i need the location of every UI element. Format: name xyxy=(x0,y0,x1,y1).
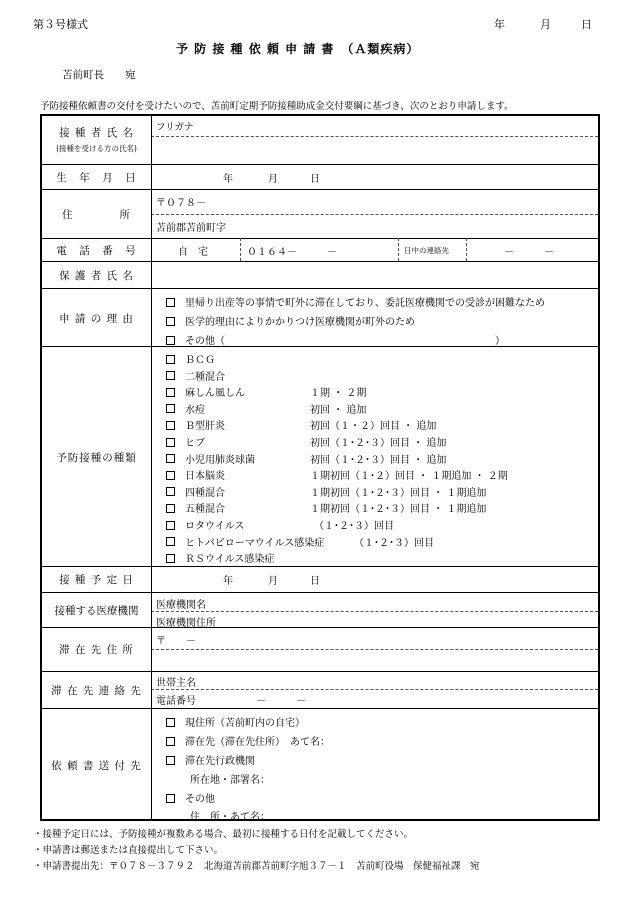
checkbox[interactable] xyxy=(166,438,175,447)
vaccine-schedule: 初回（１･２･３）回目 ・ 追加 xyxy=(310,438,447,449)
vaccine-schedule: １期 ・ ２期 xyxy=(310,388,367,400)
vaccine-option[interactable] xyxy=(166,368,225,383)
intro-text: 予防接種依頼書の交付を受けたいので、苫前町定期予防接種助成金交付要綱に基づき、次のとおり申請します。 xyxy=(40,101,514,112)
medical-address-field[interactable]: 医療機関住所 xyxy=(156,618,216,629)
guardian-input[interactable] xyxy=(154,264,594,286)
guardian-label: 保 護 者 氏 名 xyxy=(59,270,134,282)
scheduled-day[interactable]: 日 xyxy=(310,576,320,587)
address-label: 住 所 xyxy=(62,209,131,221)
note-1: ・接種予定日には、予防接種が複数ある場合、最初に接種する日付を記載してください。 xyxy=(33,829,414,840)
checkbox[interactable] xyxy=(166,371,175,380)
vaccine-name: 二種混合 xyxy=(185,371,225,383)
stay-postal-field[interactable]: 〒 － xyxy=(156,636,196,647)
birth-day[interactable]: 日 xyxy=(310,174,320,185)
date-month: 月 xyxy=(540,18,551,31)
checkbox[interactable] xyxy=(166,756,175,765)
vaccine-option[interactable] xyxy=(166,417,225,432)
reason-option-2[interactable]: 医学的理由によりかかりつけ医療機関が町外のため xyxy=(166,313,415,328)
home-phone-field[interactable]: ０１６４－ － xyxy=(247,247,337,258)
page-title: 予 防 接 種 依 頼 申 請 書 （Ａ類疾病） xyxy=(176,42,420,56)
vaccine-schedule: （１･２･３）回目 xyxy=(354,537,434,549)
vaccine-name: 日本脳炎 xyxy=(185,471,225,483)
application-form xyxy=(40,114,600,821)
vaccine-schedule: 初回 ・ 追加 xyxy=(310,404,367,416)
reason-option-1[interactable]: 里帰り出産等の事情で町外に滞在しており、委託医療機関での受診が困難なため xyxy=(166,294,545,309)
checkbox[interactable] xyxy=(166,718,175,727)
postal-code-field[interactable]: 〒０７８－ xyxy=(156,198,206,209)
reason-option-3[interactable]: その他（ ） xyxy=(166,332,505,347)
scheduled-date-label: 接 種 予 定 日 xyxy=(59,574,134,586)
vaccine-name: ロタウイルス xyxy=(185,521,245,532)
delivery-label: 依 頼 書 送 付 先 xyxy=(51,760,142,772)
vaccine-name: 水痘 xyxy=(185,404,205,416)
stay-phone-label: 電話番号 xyxy=(156,696,196,707)
date-year: 年 xyxy=(494,18,505,31)
checkbox[interactable] xyxy=(166,404,175,413)
vaccine-name: Ｂ型肝炎 xyxy=(185,421,225,433)
date-day: 日 xyxy=(581,18,592,31)
addressee: 苫前町長 宛 xyxy=(62,69,136,81)
birth-label: 生 年 月 日 xyxy=(56,172,137,184)
vaccine-option[interactable] xyxy=(166,534,324,549)
delivery-option-2[interactable]: 滞在先（滞在先住所） あて名： xyxy=(166,733,330,748)
form-number: 第３号様式 xyxy=(33,18,88,31)
checkbox[interactable] xyxy=(166,317,175,326)
checkbox[interactable] xyxy=(166,504,175,513)
vaccine-name: ヒトパピローマウイルス感染症 xyxy=(185,537,325,549)
vaccine-schedule: 初回（１・２）回目 ・ 追加 xyxy=(310,421,437,433)
stay-address-label: 滞 在 先 住 所 xyxy=(59,644,134,656)
checkbox[interactable] xyxy=(166,537,175,546)
checkbox[interactable] xyxy=(166,487,175,496)
vaccine-name: 麻しん風しん xyxy=(185,388,245,400)
home-phone-label: 自 宅 xyxy=(178,247,208,258)
vaccine-name: 四種混合 xyxy=(185,487,225,499)
vaccine-name: ＢＣＧ xyxy=(185,355,215,366)
vaccine-option[interactable] xyxy=(166,434,205,449)
delivery-option-4[interactable]: その他 xyxy=(166,790,215,805)
name-sublabel: (接種を受ける方の氏名) xyxy=(56,144,137,153)
checkbox[interactable] xyxy=(166,521,175,530)
vaccine-type-label: 予防接種の種類 xyxy=(56,452,137,464)
vaccine-name: ＲＳウイルス感染症 xyxy=(185,554,275,566)
checkbox[interactable] xyxy=(166,355,175,364)
checkbox[interactable] xyxy=(166,471,175,480)
householder-field[interactable]: 世帯主名 xyxy=(156,678,196,689)
day-contact-field[interactable]: － － xyxy=(504,247,554,258)
vaccine-schedule: 初回（１･２･３）回目 ・ 追加 xyxy=(310,454,447,466)
note-3: ・申請書提出先：〒０７８－３７９２ 北海道苫前郡苫前町字旭３７－１ 苫前町役場 保健福祉課 宛 xyxy=(33,861,480,872)
checkbox[interactable] xyxy=(166,421,175,430)
delivery-sub-address: 住 所・あて名： xyxy=(190,812,270,823)
vaccine-option[interactable] xyxy=(166,550,274,565)
furigana-label: フリガナ xyxy=(156,122,194,133)
vaccine-option[interactable] xyxy=(166,384,245,399)
vaccine-option[interactable] xyxy=(166,484,225,499)
vaccine-option[interactable] xyxy=(166,401,205,416)
delivery-option-3[interactable]: 滞在先行政機関 xyxy=(166,752,255,767)
reason-label: 申 請 の 理 由 xyxy=(59,313,134,325)
checkbox[interactable] xyxy=(166,336,175,345)
vaccine-schedule: １期初回（１･２･３）回目 ・ １期追加 xyxy=(310,504,487,516)
town-field[interactable]: 苫前郡苫前町字 xyxy=(156,223,226,234)
birth-year[interactable]: 年 xyxy=(223,174,233,185)
vaccine-schedule: １期初回（１･２･３）回目 ・ １期追加 xyxy=(310,487,487,499)
checkbox[interactable] xyxy=(166,737,175,746)
checkbox[interactable] xyxy=(166,554,175,563)
birth-month[interactable]: 月 xyxy=(268,174,278,185)
medical-institution-label: 接種する医療機関 xyxy=(54,605,139,617)
vaccine-option[interactable] xyxy=(166,467,225,482)
vaccine-name: ヒブ xyxy=(185,438,205,449)
name-label: 接 種 者 氏 名 xyxy=(59,127,134,139)
stay-contact-label: 滞 在 先 連 絡 先 xyxy=(51,685,142,697)
stay-phone-field[interactable]: － － xyxy=(256,696,306,707)
delivery-option-1[interactable]: 現住所（苫前町内の自宅） xyxy=(166,714,305,729)
note-2: ・申請書は郵送または直接提出して下さい。 xyxy=(33,845,224,856)
name-input[interactable] xyxy=(154,139,594,161)
vaccine-name: 小児用肺炎球菌 xyxy=(185,454,255,466)
vaccine-schedule: １期初回（１･２）回目 ・ １期追加 ・ ２期 xyxy=(310,471,508,483)
vaccine-option[interactable] xyxy=(166,451,255,466)
checkbox[interactable] xyxy=(166,454,175,463)
phone-label: 電 話 番 号 xyxy=(56,245,137,257)
medical-name-field[interactable]: 医療機関名 xyxy=(156,600,206,611)
checkbox[interactable] xyxy=(166,388,175,397)
vaccine-schedule: （１･２･３）回目 xyxy=(314,521,394,532)
vaccine-name: 五種混合 xyxy=(185,504,225,516)
vaccine-option[interactable] xyxy=(166,517,244,532)
day-contact-label: 日中の連絡先 xyxy=(404,246,449,255)
delivery-sub-location: 所在地・部署名： xyxy=(190,775,270,786)
scheduled-month[interactable]: 月 xyxy=(268,576,278,587)
checkbox[interactable] xyxy=(166,794,175,803)
checkbox[interactable] xyxy=(166,298,175,307)
vaccine-option[interactable] xyxy=(166,351,215,366)
scheduled-year[interactable]: 年 xyxy=(223,576,233,587)
vaccine-option[interactable] xyxy=(166,500,225,515)
